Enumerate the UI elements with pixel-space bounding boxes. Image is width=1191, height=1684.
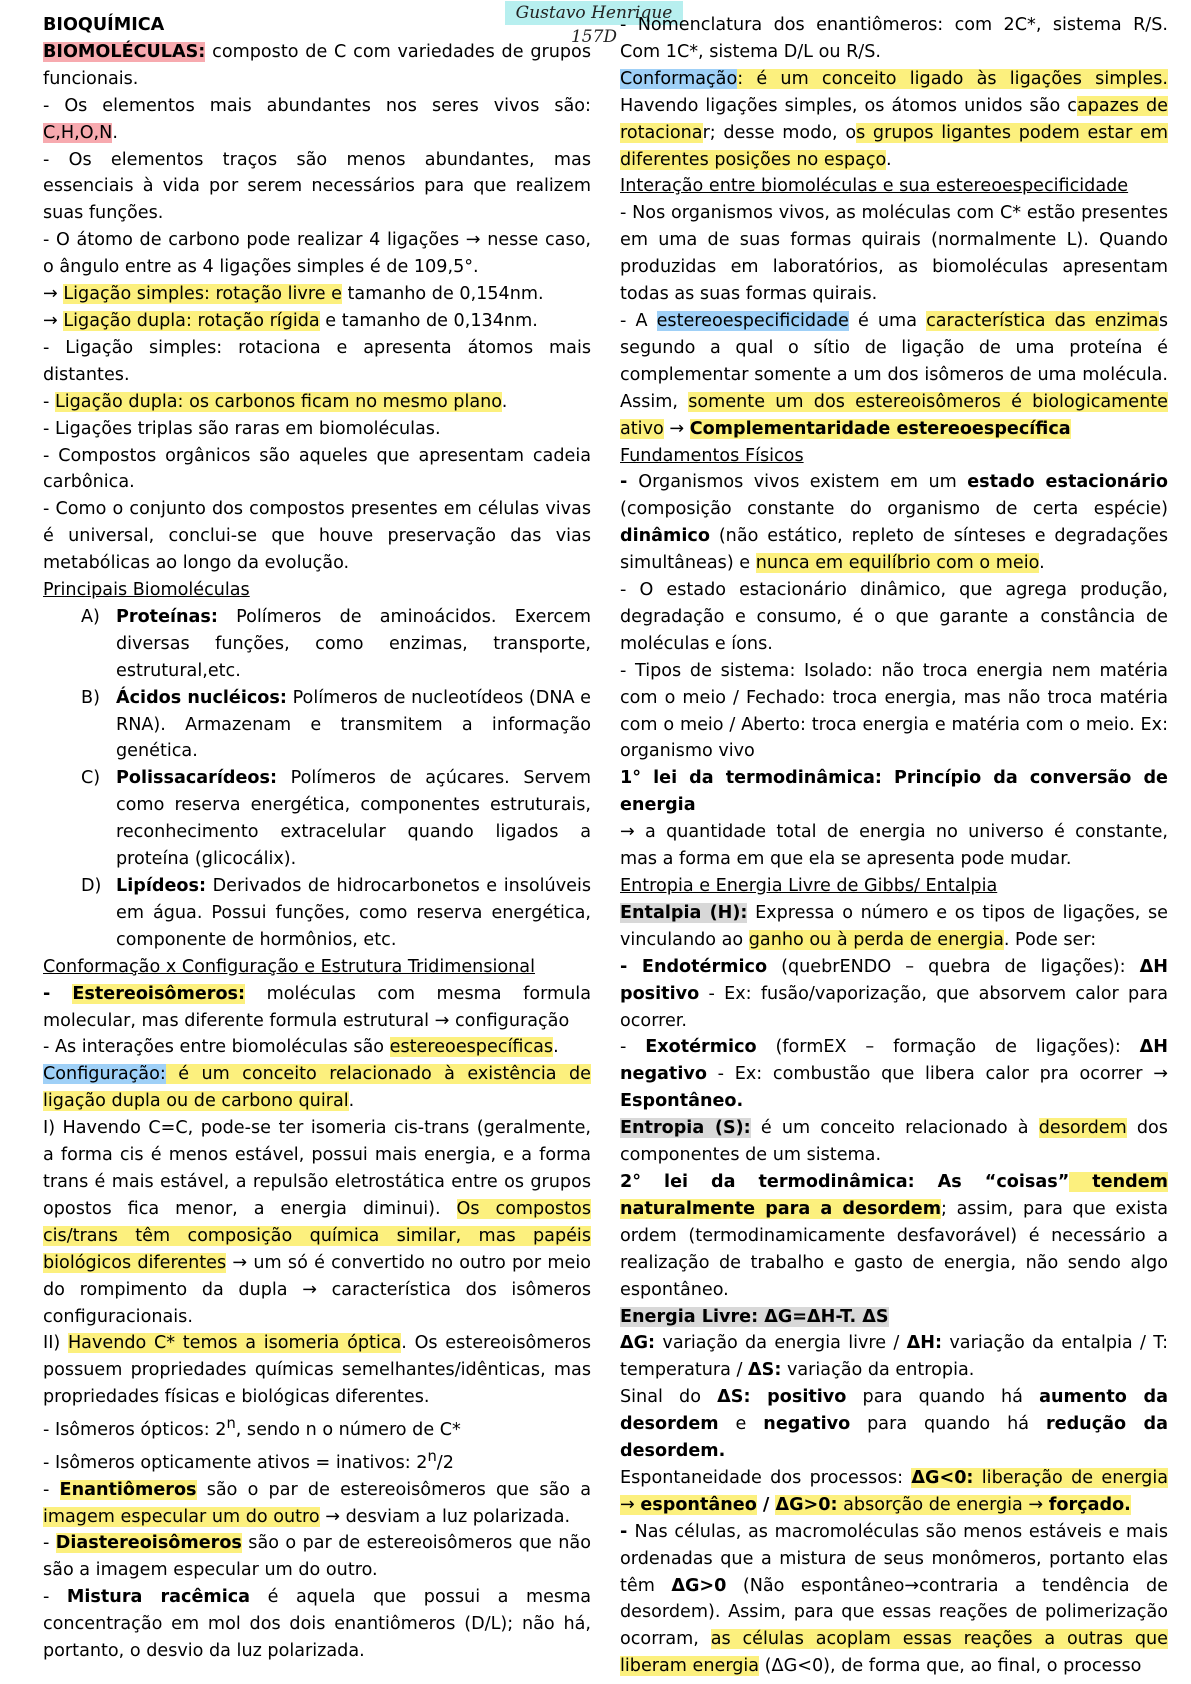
paragraph: II) Havendo C* temos a isomeria óptica. Os estereoisômeros possuem propriedades químicas semelhantes/idênticas, mas propriedades físicas e biológicas diferentes. — [43, 1333, 592, 1408]
list-item: D) Lipídeos: Derivados de hidrocarbonetos e insolúveis em água. Possui funções, como reserva energética, componente de hormônios, etc. — [81, 876, 591, 950]
section-heading: Conformação x Configuração e Estrutura Tridimensional — [43, 956, 535, 977]
paragraph: - Tipos de sistema: Isolado: não troca energia nem matéria com o meio / Fechado: troca energia, mas não troca matéria com o meio / Aberto: troca energia e matéria com o meio. Ex: organismo vivo — [620, 660, 1168, 762]
paragraph: - O estado estacionário dinâmico, que agrega produção, degradação e consumo, é o que garante a constância de moléculas e íons. — [620, 580, 1168, 654]
paragraph: - Endotérmico (quebrENDO – quebra de ligações): ΔH positivo - Ex: fusão/vaporização, que absorvem calor para ocorrer. — [620, 956, 1168, 1031]
right-column — [620, 12, 1168, 1680]
paragraph: - As interações entre biomoléculas são estereoespecíficas. — [43, 1037, 559, 1058]
paragraph: - Nomenclatura dos enantiômeros: com 2C*, sistema R/S. Com 1C*, sistema D/L ou R/S. — [620, 15, 1168, 62]
paragraph: - A estereoespecificidade é uma característica das enzimas segundo a qual o sítio de ligação de uma proteína é complementar somente a um dos isômeros de uma molécula. Assim, somente um dos estereoisômeros é biologicamente ativo → Complementaridade estereoespecífica — [620, 310, 1168, 439]
paragraph: ΔG: variação da energia livre / ΔH: variação da entalpia / T: temperatura / ΔS: variação da entropia. — [620, 1333, 1169, 1381]
paragraph: 2° lei da termodinâmica: As “coisas” tendem naturalmente para a desordem; assim, para que exista ordem (termodinamicamente desfavorável) é necessário a realização de trabalho e gasto de energia, não sendo algo espontâneo. — [620, 1171, 1168, 1300]
paragraph: - Estereoisômeros: moléculas com mesma formula molecular, mas diferente formula estrutural → configuração — [43, 983, 591, 1031]
section-heading: Interação entre biomoléculas e sua estereoespecificidade — [620, 176, 1129, 197]
paragraph: → Ligação simples: rotação livre e tamanho de 0,154nm. — [43, 284, 544, 305]
biomolecule-list — [43, 604, 591, 954]
list-item: C) Polissacarídeos: Polímeros de açúcares. Servem como reserva energética, componentes estruturais, reconhecimento extracelular quando ligados a proteína (glicocálix). — [81, 768, 591, 870]
paragraph: - Exotérmico (formEX – formação de ligações): ΔH negativo - Ex: combustão que libera calor pra ocorrer → Espontâneo. — [620, 1037, 1168, 1112]
paragraph: - Compostos orgânicos são aqueles que apresentam cadeia carbônica. — [43, 445, 591, 493]
section-heading: Entropia e Energia Livre de Gibbs/ Entalpia — [620, 876, 998, 896]
document-title: BIOQUÍMICA — [43, 15, 165, 35]
paragraph: - Nas células, as macromoléculas são menos estáveis e mais ordenadas que a mistura de seus monômeros, portanto elas têm ΔG>0 (Não espontâneo→contraria a tendência de desordem). Assim, para que essas reações de polimerização ocorram, as células acoplam essas reações a outras que liberam energia (ΔG<0), de forma que, ao final, o processo — [620, 1521, 1168, 1677]
paragraph: - O átomo de carbono pode realizar 4 ligações → nesse caso, o ângulo entre as 4 ligações simples é de 109,5°. — [43, 230, 591, 278]
paragraph: - Organismos vivos existem em um estado estacionário (composição constante do organismo de certa espécie) dinâmico (não estático, repleto de sínteses e degradações simultâneas) e nunca em equilíbrio com o meio. — [620, 472, 1168, 574]
paragraph: → Ligação dupla: rotação rígida e tamanho de 0,134nm. — [43, 310, 538, 331]
paragraph: Sinal do ΔS: positivo para quando há aumento da desordem e negativo para quando há redução da desordem. — [620, 1387, 1169, 1462]
list-item: B) Ácidos nucléicos: Polímeros de nucleotídeos (DNA e RNA). Armazenam e transmitem a informação genética. — [81, 687, 592, 762]
paragraph: - Mistura racêmica é aquela que possui a mesma concentração em mol dos dois enantiômeros (D/L); não há, portanto, o desvio da luz polarizada. — [43, 1587, 591, 1662]
paragraph: Entalpia (H): Expressa o número e os tipos de ligações, se vinculando ao ganho ou à perda de energia. Pode ser: — [620, 902, 1168, 950]
left-column — [43, 12, 591, 1665]
paragraph: - Ligações triplas são raras em biomoléculas. — [43, 418, 441, 439]
paragraph: - Isômeros opticamente ativos = inativos: 2$^n$/2 — [43, 1447, 454, 1473]
paragraph: - Nos organismos vivos, as moléculas com C* estão presentes em uma de suas formas quirais (normalmente L). Quando produzidas em laboratórios, as biomoléculas apresentam todas as suas formas quirais. — [620, 203, 1168, 305]
paragraph: - Diastereoisômeros são o par de estereoisômeros que não são a imagem especular um do outro. — [43, 1533, 591, 1581]
list-item: A) Proteínas: Polímeros de aminoácidos. Exercem diversas funções, como enzimas, transporte, estrutural,etc. — [81, 606, 591, 681]
section-heading: Fundamentos Físicos — [620, 445, 804, 466]
paragraph: → a quantidade total de energia no universo é constante, mas a forma em que ela se apresenta pode mudar. — [620, 822, 1168, 870]
paragraph: 1° lei da termodinâmica: Princípio da conversão de energia — [620, 768, 1168, 816]
paragraph: BIOMOLÉCULAS: composto de C com variedades de grupos funcionais. — [43, 41, 591, 89]
handwritten-signature: Gustavo Henrique 157D — [505, 1, 683, 25]
paragraph: I) Havendo C=C, pode-se ter isomeria cis-trans (geralmente, a forma cis é menos estável, possui mais energia, e a forma trans é mais estável, a repulsão eletrostática entre os grupos opostos fica menor, a energia diminui). Os compostos cis/trans têm composição química similar, mas papéis biológicos diferentes → um só é convertido no outro por meio do rompimento da dupla → característica dos isômeros configuracionais. — [43, 1118, 591, 1327]
paragraph: Conformação: é um conceito ligado às ligações simples. Havendo ligações simples, os átomos unidos são capazes de rotacionar; desse modo, os grupos ligantes podem estar em diferentes posições no espaço. — [620, 68, 1168, 170]
paragraph: Espontaneidade dos processos: ΔG<0: liberação de energia → espontâneo / ΔG>0: absorção de energia → forçado. — [620, 1467, 1168, 1515]
section-heading: Principais Biomoléculas — [43, 580, 250, 601]
paragraph: - Como o conjunto dos compostos presentes em células vivas é universal, conclui-se que houve preservação das vias metabólicas ao longo da evolução. — [43, 499, 591, 574]
paragraph: - Enantiômeros são o par de estereoisômeros que são a imagem especular um do outro → desviam a luz polarizada. — [43, 1479, 592, 1527]
paragraph: - Os elementos mais abundantes nos seres vivos são: C,H,O,N. — [43, 95, 591, 143]
paragraph: - Os elementos traços são menos abundantes, mas essenciais à vida por serem necessários para que realizem suas funções. — [43, 149, 591, 224]
paragraph: Entropia (S): é um conceito relacionado à desordem dos componentes de um sistema. — [620, 1118, 1168, 1166]
paragraph: Configuração: é um conceito relacionado à existência de ligação dupla ou de carbono quiral. — [43, 1064, 591, 1112]
paragraph: - Isômeros ópticos: 2$^n$, sendo n o número de C* — [43, 1415, 461, 1440]
paragraph: Energia Livre: ΔG=ΔH-T. ΔS — [620, 1306, 889, 1327]
paragraph: - Ligação dupla: os carbonos ficam no mesmo plano. — [43, 391, 508, 412]
paragraph: - Ligação simples: rotaciona e apresenta átomos mais distantes. — [43, 337, 591, 385]
